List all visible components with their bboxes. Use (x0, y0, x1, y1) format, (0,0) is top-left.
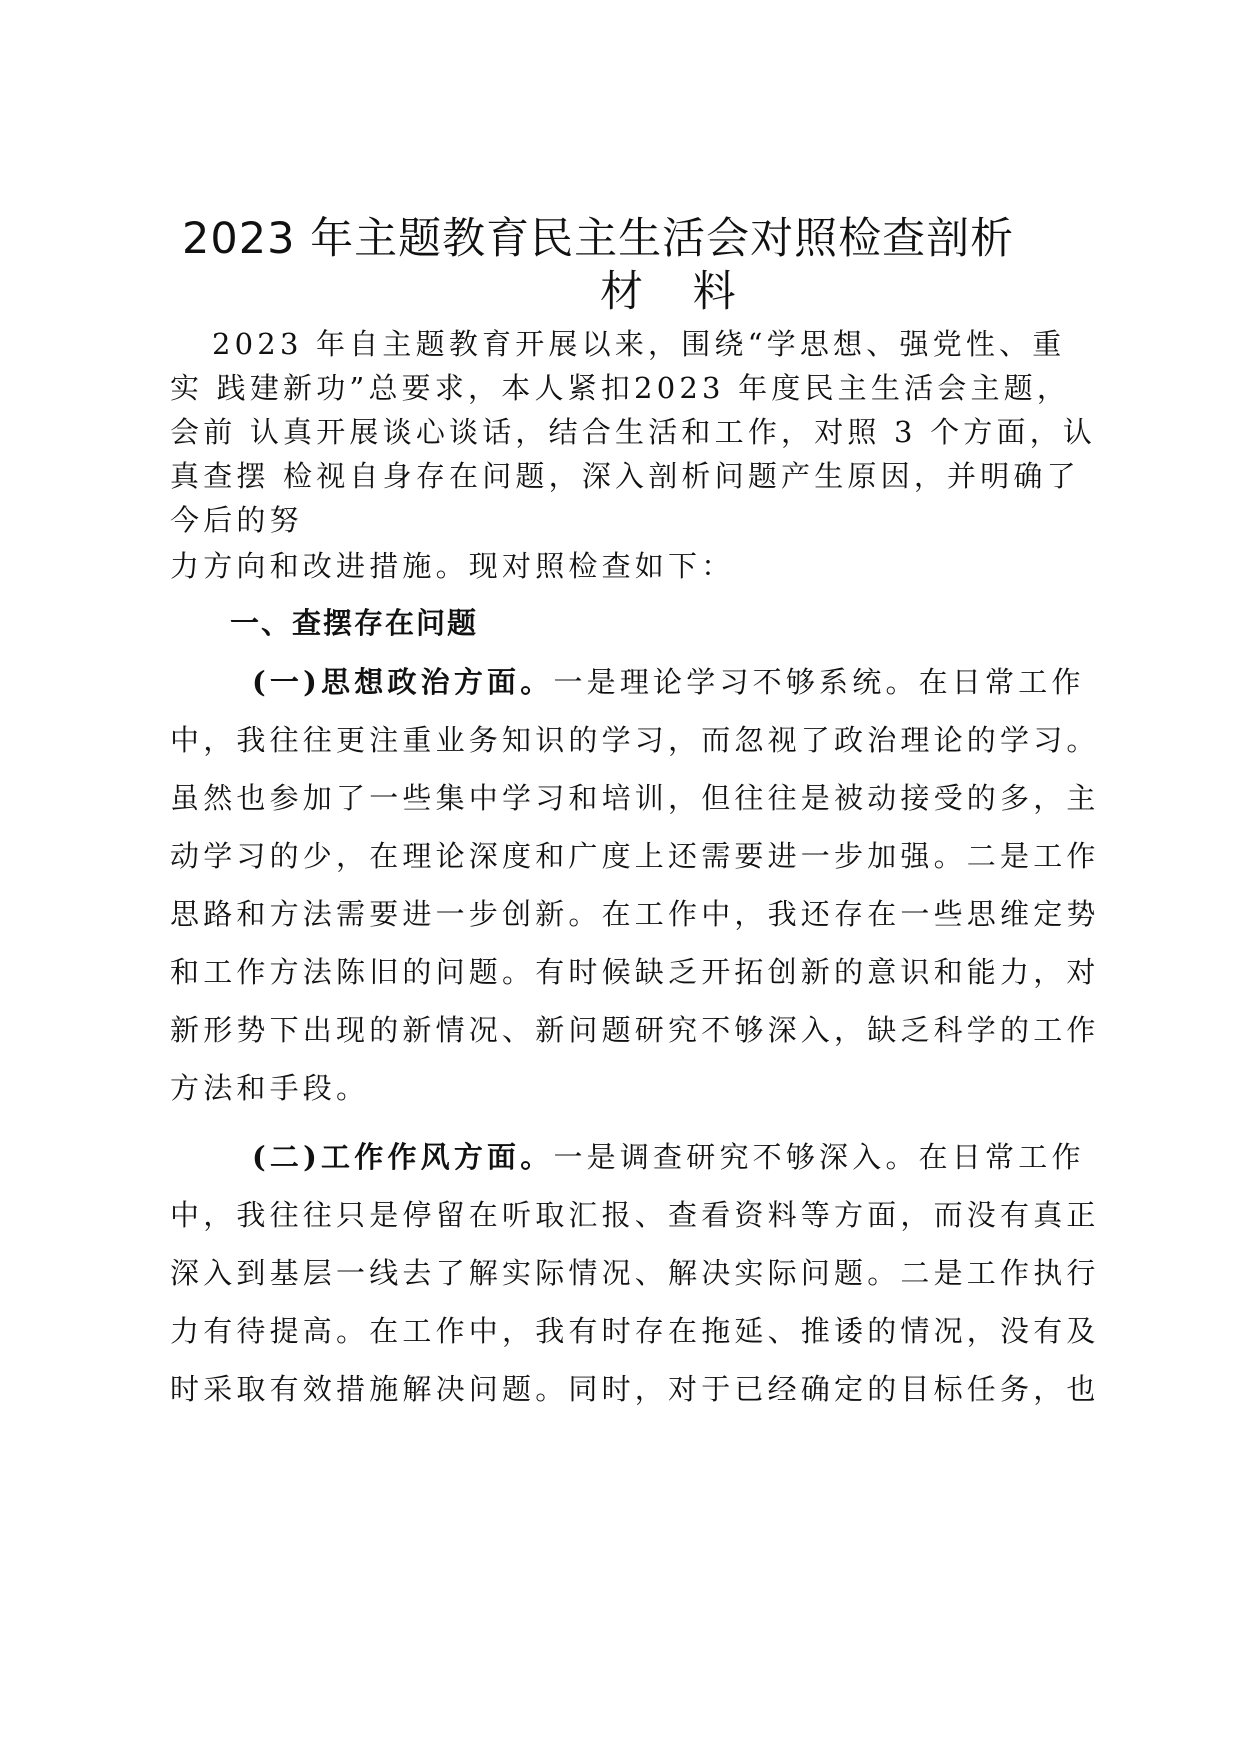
paragraph-line: 中，我往往更注重业务知识的学习，而忽视了政治理论的学习。 (170, 723, 1100, 757)
document-title-line-1: 2023 年主题教育民主生活会对照检查剖析 (182, 214, 1015, 264)
paragraph-line: 虽然也参加了一些集中学习和培训，但往往是被动接受的多，主 (170, 781, 1100, 815)
paragraph-line: 方法和手段。 (170, 1071, 370, 1105)
intro-line: 会前 认真开展谈心谈话，结合生活和工作，对照 3 个方面，认 (170, 415, 1097, 449)
intro-line: 2023 年自主题教育开展以来，围绕“学思想、强党性、重 (212, 327, 1066, 361)
intro-line: 今后的努 (170, 503, 303, 537)
intro-line: 真查摆 检视自身存在问题，深入剖析问题产生原因，并明确了 (170, 459, 1080, 493)
intro-line: 实 践建新功”总要求，本人紧扣2023 年度民主生活会主题， (170, 371, 1071, 405)
paragraph-line: 时采取有效措施解决问题。同时，对于已经确定的目标任务，也 (170, 1372, 1100, 1406)
paragraph-line: 和工作方法陈旧的问题。有时候缺乏开拓创新的意识和能力，对 (170, 955, 1100, 989)
paragraph-text: 一是调查研究不够深入。在日常工作 (553, 1140, 1085, 1174)
section-heading: 一、查摆存在问题 (230, 606, 479, 640)
paragraph-line: 动学习的少，在理论深度和广度上还需要进一步加强。二是工作 (170, 839, 1100, 873)
paragraph-line: 中，我往往只是停留在听取汇报、查看资料等方面，而没有真正 (170, 1198, 1100, 1232)
paragraph-line: 深入到基层一线去了解实际情况、解决实际问题。二是工作执行 (170, 1256, 1100, 1290)
document-title-line-2: 材 料 (600, 267, 754, 317)
paragraph-line: 思路和方法需要进一步创新。在工作中，我还存在一些思维定势 (170, 897, 1100, 931)
paragraph-line: 力有待提高。在工作中，我有时存在拖延、推诿的情况，没有及 (170, 1314, 1100, 1348)
paragraph-first-line (252, 660, 1085, 701)
subsection-lead: (二)工作作风方面。 (252, 1140, 554, 1174)
paragraph-text: 一是理论学习不够系统。在日常工作 (553, 665, 1085, 699)
paragraph-first-line (252, 1135, 1085, 1176)
paragraph-line: 新形势下出现的新情况、新问题研究不够深入，缺乏科学的工作 (170, 1013, 1100, 1047)
subsection-lead: (一)思想政治方面。 (252, 665, 554, 699)
intro-line: 力方向和改进措施。现对照检查如下： (170, 549, 735, 583)
